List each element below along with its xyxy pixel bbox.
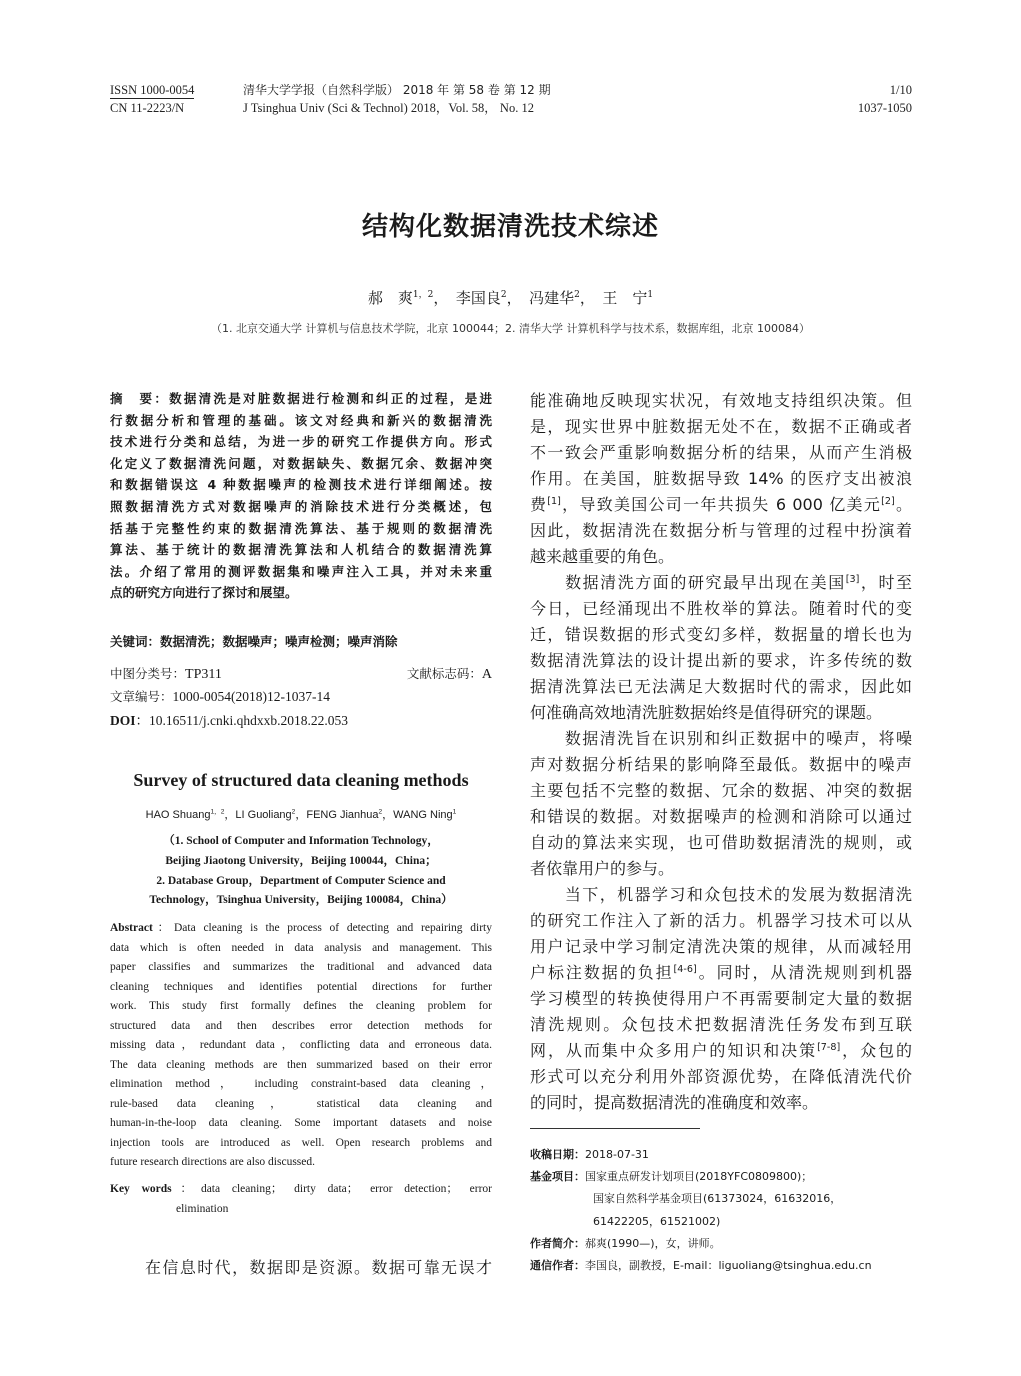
text-segment: 点的研究方向进行了探讨和展望。 bbox=[110, 585, 298, 601]
text-segment: 户标注数据的负担 bbox=[530, 963, 674, 982]
text-line bbox=[110, 919, 492, 939]
text-segment: 作用。在美国，脏数据导致 14% 的医疗支出被浪 bbox=[530, 469, 912, 488]
paper-title: 结构化数据清洗技术综述 bbox=[361, 212, 659, 242]
intro-first-line: 在信息时代，数据即是资源。数据可靠无误才 bbox=[145, 1258, 492, 1277]
text-line bbox=[530, 856, 912, 882]
text-segment: 和错误的数据。对数据噪声的检测和消除可以通过 bbox=[530, 807, 912, 826]
en-keywords-cont: elimination bbox=[176, 1202, 229, 1215]
en-affil-line: 2. Database Group，Department of Computer Science and bbox=[156, 874, 446, 887]
text-segment: 能准确地反映现实状况，有效地支持组织决策。但 bbox=[530, 391, 912, 410]
doc-code-label: 文献标志码： bbox=[406, 666, 482, 681]
footnote-rule bbox=[530, 1128, 700, 1129]
citation-superscript: 1，2 bbox=[412, 290, 434, 301]
text-segment: 照数据清洗方式对数据噪声的消除技术进行分类概述，包 bbox=[110, 498, 492, 514]
text-line bbox=[530, 388, 912, 414]
text-segment: 不一致会严重影响数据分析的结果，从而产生消极 bbox=[530, 443, 912, 462]
text-line bbox=[110, 1056, 492, 1076]
keywords-cn bbox=[110, 633, 398, 651]
text-segment: 越来越重要的角色。 bbox=[530, 547, 675, 566]
text-segment: 当下，机器学习和众包技术的发展为数据清洗 bbox=[530, 885, 912, 904]
citation-superscript: [2] bbox=[881, 495, 895, 507]
text-segment: 化定义了数据清洗问题，对数据缺失、数据冗余、数据冲突 bbox=[110, 455, 492, 471]
text-line bbox=[110, 518, 492, 540]
text-line bbox=[530, 622, 912, 648]
text-line bbox=[530, 830, 912, 856]
text-line bbox=[110, 1114, 492, 1134]
english-affiliations bbox=[110, 832, 492, 911]
text-line bbox=[110, 474, 492, 496]
page-range: 1037-1050 bbox=[857, 101, 912, 115]
text-line bbox=[530, 934, 912, 960]
text-segment: human-in-the-loop data cleaning. Some important datasets and noise bbox=[110, 1117, 492, 1129]
citation-superscript: 2 bbox=[291, 808, 296, 816]
fund-cont: 61422205，61521002) bbox=[593, 1214, 721, 1228]
text-segment: ，FENG Jianhua bbox=[295, 809, 379, 821]
text-segment: 括基于完整性约束的数据清洗算法、基于规则的数据清洗 bbox=[110, 520, 492, 536]
clc-value: TP311 bbox=[185, 667, 222, 682]
text-segment: 迁，错误数据的形式变幻多样，数据量的增长也为 bbox=[530, 625, 912, 644]
text-segment: cleaning techniques and identifies potential directions for further bbox=[110, 980, 492, 993]
text-segment: 费 bbox=[530, 495, 548, 514]
text-segment: injection tools are introduced as well. Open research problems and bbox=[110, 1136, 492, 1149]
keywords-value: 数据清洗；数据噪声；噪声检测；噪声消除 bbox=[160, 634, 398, 649]
page-of: 1/10 bbox=[889, 83, 912, 97]
author-list bbox=[0, 287, 1021, 308]
text-line bbox=[110, 561, 492, 583]
text-segment: 声对数据分析结果的影响降至最低。数据中的噪声 bbox=[530, 755, 912, 774]
text-segment: elimination method， including constraint-based data cleaning， bbox=[110, 1078, 492, 1090]
text-line bbox=[110, 1134, 492, 1154]
text-line bbox=[530, 492, 912, 518]
received-date bbox=[530, 1144, 920, 1166]
text-segment: 清洗规则。众包技术把数据清洗任务发布到互联 bbox=[530, 1015, 912, 1034]
abstract-label: Abstract bbox=[110, 922, 153, 934]
footnotes bbox=[530, 1144, 920, 1277]
text-segment: 数据清洗旨在识别和纠正数据中的噪声，将噪 bbox=[530, 729, 912, 748]
chinese-abstract bbox=[110, 388, 492, 604]
text-line bbox=[530, 570, 912, 596]
text-segment: ，时至 bbox=[859, 573, 912, 592]
fund bbox=[530, 1166, 920, 1188]
text-segment: 何准确高效地清洗脏数据始终是值得研究的课题。 bbox=[530, 703, 883, 722]
corr-label: 通信作者： bbox=[530, 1259, 585, 1273]
text-segment: work. This study first formally defines the cleaning problem for bbox=[110, 1000, 492, 1012]
text-segment: ， 冯建华 bbox=[506, 289, 575, 307]
text-line bbox=[110, 1017, 492, 1037]
text-segment: 的研究工作注入了新的活力。机器学习技术可以从 bbox=[530, 911, 912, 930]
text-segment: 据清洗算法已无法满足大数据时代的需求，因此如 bbox=[530, 677, 912, 696]
text-segment: 形式可以充分利用外部资源优势，在降低清洗代价 bbox=[530, 1067, 912, 1086]
text-segment: 行数据分析和管理的基础。该文对经典和新兴的数据清洗 bbox=[110, 412, 492, 428]
en-keywords-label: Key words bbox=[110, 1183, 172, 1195]
citation-superscript: [1] bbox=[547, 495, 561, 507]
author-bio bbox=[530, 1233, 920, 1255]
document-code bbox=[407, 665, 492, 684]
text-segment: 。 bbox=[894, 495, 912, 514]
text-line bbox=[530, 1012, 912, 1038]
text-line bbox=[530, 960, 912, 986]
text-segment: 用户记录中学习制定清洗决策的规律，从而减轻用 bbox=[530, 937, 912, 956]
text-segment: ，众包的 bbox=[840, 1041, 912, 1060]
cn-number: CN 11-2223/N bbox=[110, 101, 185, 115]
article-no-label: 文章编号： bbox=[110, 689, 173, 704]
citation-superscript: 1 bbox=[452, 808, 457, 816]
text-line bbox=[530, 648, 912, 674]
text-line bbox=[110, 997, 492, 1017]
citation-superscript: 2 bbox=[378, 808, 383, 816]
affiliations: （1. 北京交通大学 计算机与信息技术学院，北京 100044；2. 清华大学 计算机科学与技术系，数据库组，北京 100084） bbox=[211, 322, 810, 335]
text-segment: data which is often needed in data analysis and management. This bbox=[110, 941, 492, 954]
english-title: Survey of structured data cleaning methods bbox=[133, 770, 469, 790]
text-line bbox=[530, 674, 912, 700]
text-segment: 今日，已经涌现出不胜枚举的算法。随着时代的变 bbox=[530, 599, 912, 618]
text-line bbox=[110, 431, 492, 453]
citation-superscript: 1，2 bbox=[210, 808, 225, 816]
fund-label: 基金项目： bbox=[530, 1170, 585, 1184]
clc-label: 中图分类号： bbox=[110, 666, 186, 681]
text-line bbox=[110, 582, 492, 604]
journal-name-cn: 清华大学学报（自然科学版） 2018 年 第 58 卷 第 12 期 bbox=[243, 83, 551, 97]
en-affil-line: Beijing Jiaotong University，Beijing 100044，China； bbox=[165, 854, 437, 867]
text-line bbox=[110, 410, 492, 432]
text-segment: 摘 要：数据清洗是对脏数据进行检测和纠正的过程，是进 bbox=[110, 391, 492, 406]
text-line bbox=[530, 596, 912, 622]
bio-value: 郝爽(1990—)，女，讲师。 bbox=[585, 1236, 721, 1250]
text-line bbox=[530, 544, 912, 570]
doc-code-value: A bbox=[481, 667, 492, 682]
text-line bbox=[530, 1064, 912, 1090]
text-line bbox=[110, 978, 492, 998]
en-keywords-value: ：data cleaning； dirty data； error detection； error bbox=[171, 1183, 492, 1195]
text-line bbox=[110, 388, 492, 410]
text-segment: future research directions are also discussed. bbox=[110, 1156, 316, 1168]
received-value: 2018-07-31 bbox=[585, 1148, 649, 1161]
text-segment: ，LI Guoliang bbox=[224, 809, 292, 821]
text-segment: 数据清洗算法的设计提出新的要求，许多传统的数 bbox=[530, 651, 912, 670]
text-segment: rule-based data cleaning， statistical data cleaning and bbox=[110, 1097, 492, 1110]
text-line bbox=[110, 1075, 492, 1095]
text-segment: 主要包括不完整的数据、冗余的数据、冲突的数据 bbox=[530, 781, 912, 800]
text-segment: 法。介绍了常用的测评数据集和噪声注入工具，并对未来重 bbox=[110, 563, 492, 579]
clc-number bbox=[110, 665, 222, 684]
text-line bbox=[530, 700, 912, 726]
text-segment: ， 王 宁 bbox=[579, 289, 648, 307]
article-no-value: 1000-0054(2018)12-1037-14 bbox=[172, 689, 330, 704]
text-line bbox=[110, 453, 492, 475]
text-line bbox=[530, 414, 912, 440]
citation-superscript: [3] bbox=[845, 573, 860, 585]
text-segment: structured data and then describes error detection methods for bbox=[110, 1019, 492, 1032]
text-line bbox=[530, 752, 912, 778]
corr-value[interactable]: 李国良，副教授，E-mail：liguoliang@tsinghua.edu.cn bbox=[585, 1259, 872, 1273]
english-authors bbox=[110, 806, 492, 822]
english-keywords bbox=[110, 1180, 492, 1219]
text-segment: 郝 爽 bbox=[367, 289, 413, 307]
text-line bbox=[110, 1036, 492, 1056]
text-line bbox=[530, 882, 912, 908]
citation-superscript: 1 bbox=[647, 290, 654, 301]
text-segment: 数据清洗方面的研究最早出现在美国 bbox=[530, 573, 846, 592]
corresponding-author bbox=[530, 1255, 920, 1277]
text-line bbox=[530, 908, 912, 934]
text-line bbox=[530, 518, 912, 544]
text-line bbox=[530, 1038, 912, 1064]
doi bbox=[110, 712, 348, 730]
text-segment: 技术进行分类和总结，为进一步的研究工作提供方向。形式 bbox=[110, 434, 492, 450]
citation-superscript: [7-8] bbox=[817, 1041, 841, 1053]
received-label: 收稿日期： bbox=[530, 1148, 585, 1161]
text-segment: 的同时，提高数据清洗的准确度和效率。 bbox=[530, 1093, 819, 1112]
issn: ISSN 1000-0054 bbox=[110, 83, 195, 97]
citation-superscript: [4-6] bbox=[673, 963, 697, 975]
text-segment: 学习模型的转换使得用户不再需要制定大量的数据 bbox=[530, 989, 912, 1008]
text-line bbox=[110, 539, 492, 561]
text-segment: ：Data cleaning is the process of detecting and repairing dirty bbox=[152, 922, 492, 934]
fund-value: 国家重点研发计划项目(2018YFC0809800)； bbox=[585, 1170, 813, 1184]
text-segment: ，导致美国公司一年共损失 6 000 亿美元 bbox=[560, 495, 882, 514]
text-line bbox=[530, 466, 912, 492]
text-line bbox=[110, 1153, 492, 1173]
en-keywords-line bbox=[110, 1180, 492, 1200]
text-segment: 是，现实世界中脏数据无处不在，数据不正确或者 bbox=[530, 417, 912, 436]
doi-label: DOI bbox=[110, 713, 136, 728]
text-line bbox=[530, 726, 912, 752]
text-line bbox=[110, 1095, 492, 1115]
text-line bbox=[110, 496, 492, 518]
text-segment: 因此，数据清洗在数据分析与管理的过程中扮演着 bbox=[530, 521, 912, 540]
citation-superscript: 2 bbox=[574, 290, 580, 301]
text-segment: 自动的算法来实现，也可借助数据清洗的规则，或 bbox=[530, 833, 912, 852]
text-segment: ，WANG Ning bbox=[382, 809, 453, 821]
text-segment: 和数据错误这 4 种数据噪声的检测技术进行详细阐述。按 bbox=[110, 477, 492, 493]
text-segment: 算法、基于统计的数据清洗算法和人机结合的数据清洗算 bbox=[110, 542, 492, 558]
en-affil-line: （1. School of Computer and Information Technology， bbox=[163, 835, 439, 847]
text-segment: paper classifies and summarizes the traditional and advanced data bbox=[110, 961, 492, 973]
text-segment: The data cleaning methods are then summarized based on their error bbox=[110, 1058, 492, 1071]
fund-cont: 国家自然科学基金项目(61373024，61632016， bbox=[593, 1192, 842, 1206]
english-abstract bbox=[110, 919, 492, 1173]
doi-value: ：10.16511/j.cnki.qhdxxb.2018.22.053 bbox=[135, 713, 349, 728]
text-line bbox=[530, 804, 912, 830]
text-line bbox=[530, 440, 912, 466]
body-text bbox=[530, 388, 912, 1116]
text-line bbox=[110, 939, 492, 959]
text-line bbox=[530, 986, 912, 1012]
bio-label: 作者简介： bbox=[530, 1236, 585, 1250]
text-segment: HAO Shuang bbox=[145, 809, 211, 821]
text-segment: 网，从而集中众多用户的知识和决策 bbox=[530, 1041, 818, 1060]
text-line bbox=[110, 958, 492, 978]
text-segment: missing data，redundant data，conflicting data and erroneous data. bbox=[110, 1039, 492, 1051]
citation-superscript: 2 bbox=[500, 290, 507, 301]
text-segment: 。同时，从清洗规则到机器 bbox=[696, 963, 912, 982]
text-segment: 者依靠用户的参与。 bbox=[530, 859, 675, 878]
article-number bbox=[110, 688, 330, 706]
journal-name-en: J Tsinghua Univ (Sci & Technol) 2018，Vol. 58， No. 12 bbox=[243, 101, 534, 115]
text-line bbox=[530, 1090, 912, 1116]
en-affil-line: Technology，Tsinghua University，Beijing 100084，China） bbox=[149, 894, 453, 907]
keywords-label: 关键词： bbox=[110, 634, 161, 649]
text-line bbox=[530, 778, 912, 804]
text-segment: ， 李国良 bbox=[433, 289, 501, 307]
